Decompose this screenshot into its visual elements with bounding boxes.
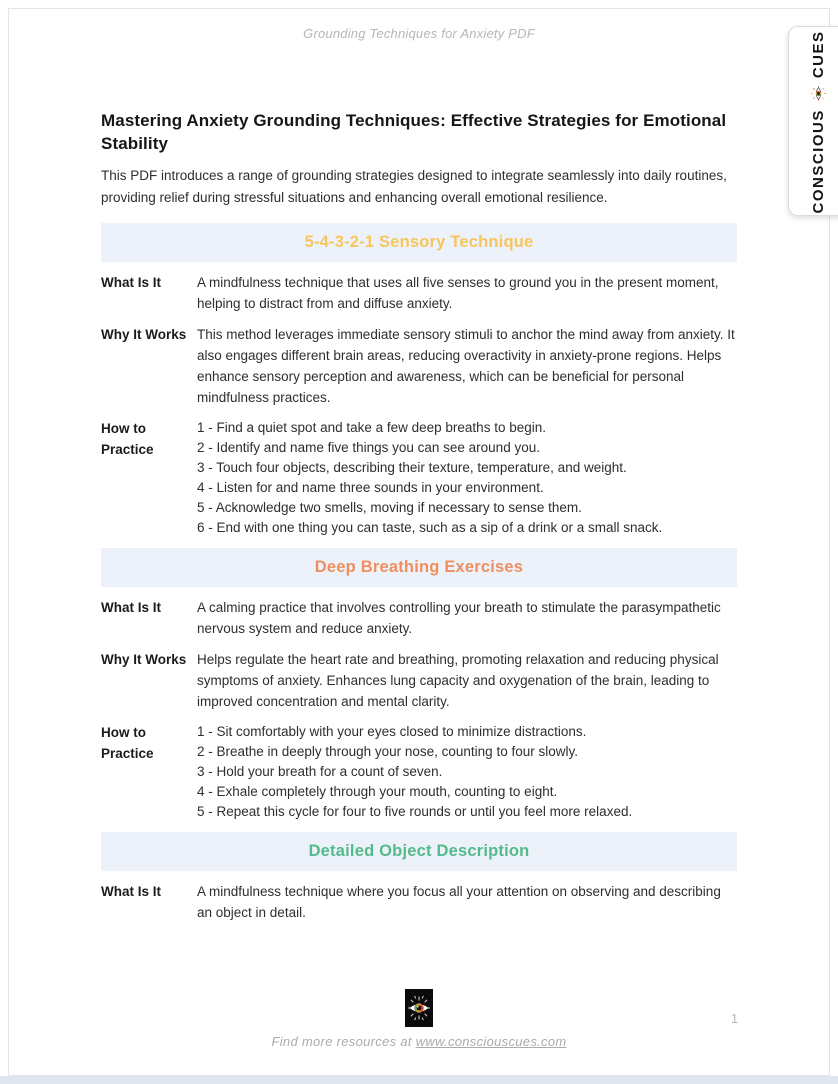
brand-word-cues: CUES (809, 30, 827, 79)
row-content (197, 597, 737, 639)
eye-logo-icon (405, 989, 433, 1027)
row-content (197, 881, 737, 923)
info-row (101, 649, 737, 712)
section-title-band (101, 548, 737, 587)
info-row (101, 597, 737, 639)
info-row (101, 272, 737, 314)
row-label: How to Practice (101, 725, 154, 761)
row-content (197, 272, 737, 314)
row-content (197, 649, 737, 712)
running-header: Grounding Techniques for Anxiety PDF (303, 26, 535, 41)
technique-section (101, 548, 737, 822)
row-paragraph: A mindfulness technique that uses all five senses to ground you in the present moment, helping to distract from and diffuse anxiety. (197, 275, 719, 311)
technique-section (101, 832, 737, 923)
page-number: 1 (731, 1012, 738, 1026)
section-title: Deep Breathing Exercises (314, 558, 524, 576)
page-bottom-strip (0, 1076, 838, 1084)
row-label: What Is It (101, 275, 161, 290)
practice-step: 6 - End with one thing you can taste, such as a sip of a drink or a small snack. (197, 520, 663, 535)
practice-step: 3 - Hold your breath for a count of seven. (197, 764, 443, 779)
section-title-band (101, 223, 737, 262)
info-row (101, 722, 737, 822)
practice-step: 5 - Repeat this cycle for four to five rounds or until you feel more relaxed. (197, 804, 633, 819)
practice-step: 1 - Find a quiet spot and take a few deep breaths to begin. (197, 420, 546, 435)
eye-icon (810, 85, 827, 102)
brand-bookmark-tab (788, 26, 838, 216)
section-title: 5-4-3-2-1 Sensory Technique (304, 233, 534, 251)
row-paragraph: A mindfulness technique where you focus all your attention on observing and describing an object in detail. (197, 884, 721, 920)
practice-step: 1 - Sit comfortably with your eyes closed to minimize distractions. (197, 724, 587, 739)
row-content (197, 324, 737, 408)
section-title: Detailed Object Description (308, 842, 530, 860)
row-content (197, 418, 737, 538)
practice-step: 3 - Touch four objects, describing their texture, temperature, and weight. (197, 460, 627, 475)
sections-container (101, 223, 737, 923)
practice-step: 2 - Breathe in deeply through your nose, counting to four slowly. (197, 744, 578, 759)
document-body (9, 109, 829, 923)
info-row (101, 324, 737, 408)
brand-tab-inner (789, 27, 838, 217)
document-title: Mastering Anxiety Grounding Techniques: Effective Strategies for Emotional Stability (101, 111, 727, 153)
row-paragraph: This method leverages immediate sensory stimuli to anchor the mind away from anxiety. It also engages different brain areas, reducing overactivity in anxiety-prone regions. Helps enhance sensory perception and awareness, which can be beneficial for personal mindfulness practices. (197, 327, 735, 405)
pdf-page (8, 8, 830, 1076)
row-paragraph: A calming practice that involves controlling your breath to stimulate the parasympathetic nervous system and reduce anxiety. (197, 600, 721, 636)
row-paragraph: Helps regulate the heart rate and breathing, promoting relaxation and reducing physical symptoms of anxiety. Enhances lung capacity and oxygenation of the brain, leading to improved concentration and mental clarity. (197, 652, 719, 709)
section-title-band (101, 832, 737, 871)
row-label: What Is It (101, 600, 161, 615)
intro-paragraph: This PDF introduces a range of grounding strategies designed to integrate seamlessly into daily routines, providing relief during stressful situations and enhancing overall emotional resilience. (101, 168, 727, 205)
row-label: What Is It (101, 884, 161, 899)
row-label: Why It Works (101, 327, 187, 342)
info-row (101, 881, 737, 923)
brand-word-conscious: CONSCIOUS (809, 109, 827, 214)
technique-section (101, 223, 737, 538)
info-row (101, 418, 737, 538)
website-link[interactable]: www.consciouscues.com (415, 1034, 567, 1049)
practice-step: 4 - Listen for and name three sounds in your environment. (197, 480, 544, 495)
practice-step: 5 - Acknowledge two smells, moving if necessary to sense them. (197, 500, 582, 515)
row-content (197, 722, 737, 822)
footer-note (9, 1034, 829, 1049)
row-label: Why It Works (101, 652, 187, 667)
footer-note-prefix: Find more resources at (271, 1034, 416, 1049)
practice-step: 2 - Identify and name five things you can see around you. (197, 440, 540, 455)
practice-step: 4 - Exhale completely through your mouth, counting to eight. (197, 784, 558, 799)
page-footer (9, 989, 829, 1049)
row-label: How to Practice (101, 421, 154, 457)
